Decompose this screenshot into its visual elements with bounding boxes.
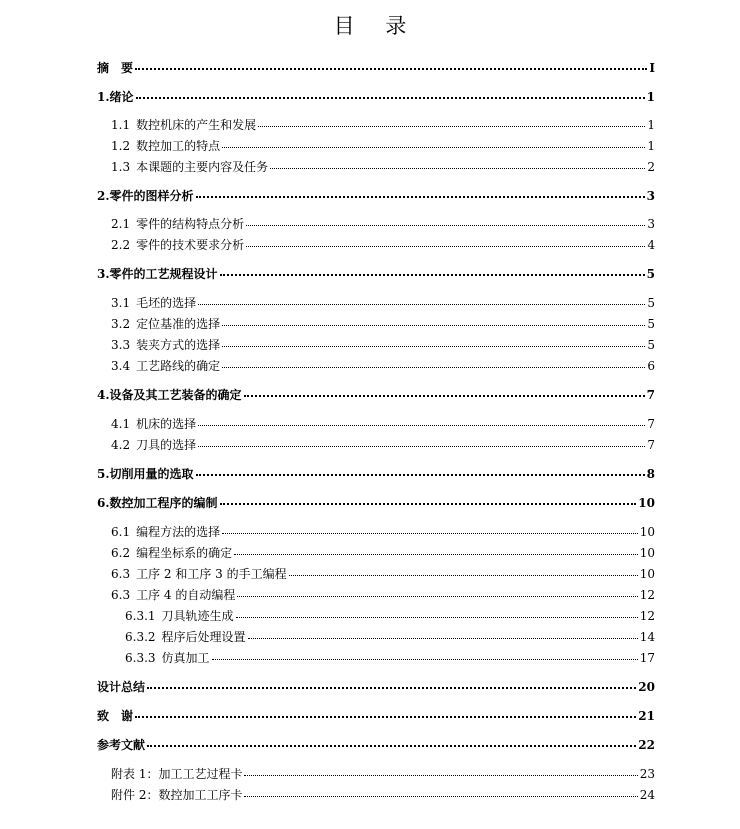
dot-leader xyxy=(220,264,645,276)
toc-entry-number: 2.1 xyxy=(111,217,131,231)
toc-entry-page: 23 xyxy=(639,767,655,781)
toc-entry-6-3-2[interactable] xyxy=(125,629,655,645)
toc-entry-label xyxy=(111,295,196,311)
dot-leader xyxy=(237,586,637,597)
toc-entry-6-1[interactable] xyxy=(111,524,655,540)
toc-entry-page: 5 xyxy=(647,338,655,352)
toc-entry-chapter-2[interactable] xyxy=(97,188,655,204)
toc-entry-number: 6.3.1 xyxy=(125,609,156,623)
toc-entry-1-1[interactable] xyxy=(111,117,655,133)
toc-entry-page: 20 xyxy=(638,680,655,694)
toc-entry-label: 参考文献 xyxy=(97,738,146,752)
dot-leader xyxy=(244,765,637,776)
toc-entry-page: 10 xyxy=(638,496,655,510)
toc-entry-appendix-1[interactable] xyxy=(111,766,655,782)
toc-entry-label: 6.数控加工程序的编制 xyxy=(97,496,218,510)
dot-leader xyxy=(222,336,645,347)
toc-entry-3-2[interactable] xyxy=(111,316,655,332)
toc-entry-number: 6.3.2 xyxy=(125,630,156,644)
toc-entry-page: 4 xyxy=(647,238,655,252)
dot-leader xyxy=(222,357,645,368)
toc-entry-number: 6.3 xyxy=(111,567,131,581)
toc-entry-number: 6.3.3 xyxy=(125,651,156,665)
dot-leader xyxy=(222,315,645,326)
toc-entry-number: 4.2 xyxy=(111,438,131,452)
toc-entry-number: 6.1 xyxy=(111,525,131,539)
dot-leader xyxy=(236,607,638,618)
toc-entry-number: 1.3 xyxy=(111,160,131,174)
toc-entry-label xyxy=(125,629,246,645)
toc-entry-3-1[interactable] xyxy=(111,295,655,311)
toc-entry-chapter-3[interactable] xyxy=(97,266,655,282)
toc-entry-page: 14 xyxy=(639,630,655,644)
toc-entry-6-2[interactable] xyxy=(111,545,655,561)
toc-entry-number: 3.4 xyxy=(111,359,131,373)
dot-leader xyxy=(136,87,645,99)
toc-entry-appendix-2[interactable] xyxy=(111,787,655,803)
dot-leader xyxy=(135,58,647,70)
dot-leader xyxy=(198,436,645,447)
dot-leader xyxy=(248,628,638,639)
toc-entry-abstract[interactable] xyxy=(97,60,655,76)
dot-leader xyxy=(147,735,636,747)
toc-entry-text: 编程方法的选择 xyxy=(136,525,221,539)
toc-entry-text: 机床的选择 xyxy=(136,417,197,431)
toc-entry-2-2[interactable] xyxy=(111,237,655,253)
toc-entry-text: 零件的技术要求分析 xyxy=(136,238,245,252)
toc-entry-page: 5 xyxy=(646,267,655,281)
toc-entry-label xyxy=(111,566,287,582)
dot-leader xyxy=(234,544,638,555)
toc-entry-label: 1.绪论 xyxy=(97,90,134,104)
toc-entry-page: 5 xyxy=(647,317,655,331)
toc-entry-page: 10 xyxy=(639,546,655,560)
toc-entry-text: 刀具的选择 xyxy=(136,438,197,452)
dot-leader xyxy=(289,565,638,576)
dot-leader xyxy=(270,158,645,169)
toc-entry-label: 附表 1：加工工艺过程卡 xyxy=(111,767,243,781)
toc-entry-page: 12 xyxy=(639,609,655,623)
toc-entry-chapter-6[interactable] xyxy=(97,495,655,511)
toc-entry-1-2[interactable] xyxy=(111,138,655,154)
toc-entry-page: 12 xyxy=(639,588,655,602)
toc-entry-label xyxy=(111,358,220,374)
toc-entry-label xyxy=(111,216,244,232)
dot-leader xyxy=(246,215,645,226)
toc-entry-label xyxy=(111,159,268,175)
toc-entry-label xyxy=(125,608,234,624)
toc-entry-label: 2.零件的图样分析 xyxy=(97,189,194,203)
toc-entry-label: 3.零件的工艺规程设计 xyxy=(97,267,218,281)
dot-leader xyxy=(196,464,645,476)
toc-entry-page: 2 xyxy=(647,160,655,174)
toc-entry-number: 2.2 xyxy=(111,238,131,252)
toc-entry-page: 22 xyxy=(638,738,655,752)
toc-entry-page: 10 xyxy=(639,525,655,539)
toc-entry-page: I xyxy=(649,61,655,75)
toc-entry-text: 刀具轨迹生成 xyxy=(161,609,234,623)
toc-entry-label xyxy=(111,117,256,133)
toc-entry-label xyxy=(125,650,210,666)
toc-entry-summary[interactable] xyxy=(97,679,655,695)
toc-entry-3-4[interactable] xyxy=(111,358,655,374)
toc-entry-4-2[interactable] xyxy=(111,437,655,453)
toc-entry-text: 工艺路线的确定 xyxy=(136,359,221,373)
toc-entry-number: 3.2 xyxy=(111,317,131,331)
toc-entry-label xyxy=(111,138,220,154)
toc-entry-label xyxy=(111,545,232,561)
dot-leader xyxy=(147,677,636,689)
toc-entry-chapter-4[interactable] xyxy=(97,387,655,403)
dot-leader xyxy=(198,294,645,305)
toc-entry-text: 数控机床的产生和发展 xyxy=(136,118,257,132)
page-title: 目 录 xyxy=(333,14,419,38)
dot-leader xyxy=(196,186,645,198)
toc-entry-text: 数控加工的特点 xyxy=(136,139,221,153)
toc-entry-references[interactable] xyxy=(97,737,655,753)
dot-leader xyxy=(198,415,645,426)
toc-entry-text: 零件的结构特点分析 xyxy=(136,217,245,231)
toc-entry-label: 4.设备及其工艺装备的确定 xyxy=(97,388,242,402)
toc-entry-text: 本课题的主要内容及任务 xyxy=(136,160,269,174)
toc-entry-page: 1 xyxy=(647,139,655,153)
toc-entry-acknowledgement[interactable] xyxy=(97,708,655,724)
toc-entry-chapter-5[interactable] xyxy=(97,466,655,482)
toc-entry-chapter-1[interactable] xyxy=(97,89,655,105)
toc-entry-number: 3.3 xyxy=(111,338,131,352)
toc-entry-text: 毛坯的选择 xyxy=(136,296,197,310)
toc-entry-page: 6 xyxy=(647,359,655,373)
toc-entry-page: 7 xyxy=(646,388,655,402)
toc-entry-text: 工序 2 和工序 3 的手工编程 xyxy=(136,567,287,581)
toc-entry-number: 6.3 xyxy=(111,588,131,602)
toc-entry-label xyxy=(111,237,244,253)
dot-leader xyxy=(222,137,645,148)
toc-entry-text: 仿真加工 xyxy=(161,651,210,665)
dot-leader xyxy=(258,116,645,127)
toc-entry-label: 致 谢 xyxy=(97,709,134,723)
toc-entry-label xyxy=(111,524,220,540)
toc-entry-page: 17 xyxy=(639,651,655,665)
toc-entry-number: 4.1 xyxy=(111,417,131,431)
toc-entry-page: 5 xyxy=(647,296,655,310)
toc-entry-number: 1.2 xyxy=(111,139,131,153)
toc-entry-text: 程序后处理设置 xyxy=(161,630,246,644)
toc-entry-text: 编程坐标系的确定 xyxy=(136,546,233,560)
toc-entry-6-3-manual[interactable] xyxy=(111,566,655,582)
dot-leader xyxy=(220,493,637,505)
toc-entry-6-3-auto[interactable] xyxy=(111,587,655,603)
toc-entry-label: 5.切削用量的选取 xyxy=(97,467,194,481)
toc-entry-number: 1.1 xyxy=(111,118,131,132)
toc-entry-label xyxy=(111,587,235,603)
toc-entry-label: 摘 要 xyxy=(97,61,134,75)
toc-entry-3-3[interactable] xyxy=(111,337,655,353)
toc-entry-label xyxy=(111,416,196,432)
toc-entry-label xyxy=(111,316,220,332)
toc-entry-page: 1 xyxy=(647,118,655,132)
dot-leader xyxy=(212,649,638,660)
toc-entry-text: 工序 4 的自动编程 xyxy=(136,588,236,602)
dot-leader xyxy=(135,706,636,718)
toc-entry-label: 设计总结 xyxy=(97,680,146,694)
toc-entry-6-3-1[interactable] xyxy=(125,608,655,624)
toc-entry-number: 6.2 xyxy=(111,546,131,560)
toc-entry-label: 附件 2：数控加工工序卡 xyxy=(111,788,243,802)
toc-entry-page: 3 xyxy=(646,189,655,203)
toc-entry-page: 1 xyxy=(646,90,655,104)
toc-entry-page: 24 xyxy=(639,788,655,802)
toc-entry-page: 10 xyxy=(639,567,655,581)
toc-entry-page: 3 xyxy=(647,217,655,231)
toc-entry-1-3[interactable] xyxy=(111,159,655,175)
dot-leader xyxy=(246,236,645,247)
toc-entry-text: 定位基准的选择 xyxy=(136,317,221,331)
toc-entry-page: 7 xyxy=(647,417,655,431)
toc-entry-number: 3.1 xyxy=(111,296,131,310)
toc-entry-4-1[interactable] xyxy=(111,416,655,432)
toc-entry-2-1[interactable] xyxy=(111,216,655,232)
dot-leader xyxy=(244,786,637,797)
toc-entry-label xyxy=(111,337,220,353)
toc-entry-page: 7 xyxy=(647,438,655,452)
toc-entry-page: 21 xyxy=(638,709,655,723)
toc-entry-label xyxy=(111,437,196,453)
dot-leader xyxy=(222,523,638,534)
toc-entry-6-3-3[interactable] xyxy=(125,650,655,666)
dot-leader xyxy=(244,385,645,397)
toc-entry-text: 装夹方式的选择 xyxy=(136,338,221,352)
toc-entry-page: 8 xyxy=(646,467,655,481)
